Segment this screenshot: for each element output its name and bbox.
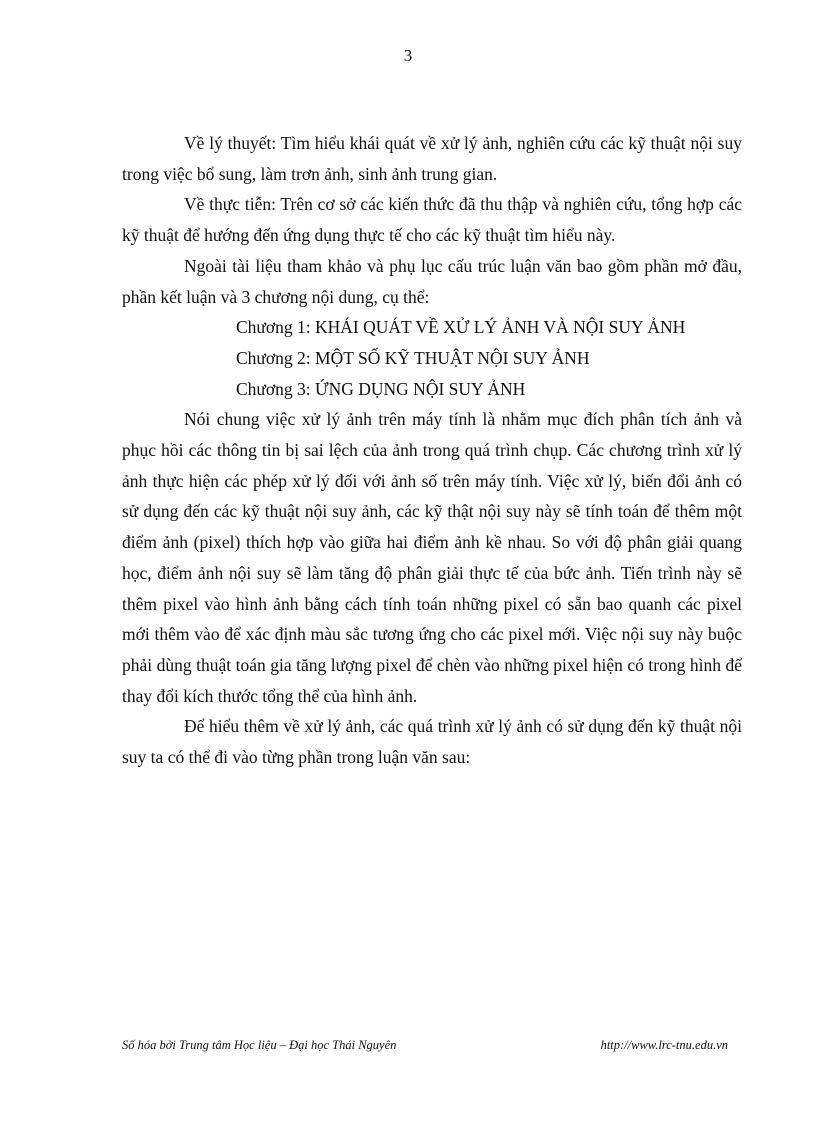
paragraph-theory: Về lý thuyết: Tìm hiểu khái quát về xử lý ảnh, nghiên cứu các kỹ thuật nội suy trong việc bổ sung, làm trơn ảnh, sinh ảnh trung gian. [122, 133, 742, 184]
paragraph-structure: Ngoài tài liệu tham khảo và phụ lục cấu trúc luận văn bao gồm phần mở đầu, phần kết luận và 3 chương nội dung, cụ thể: [122, 255, 742, 307]
chapter-1-title: Chương 1: KHÁI QUÁT VỀ XỬ LÝ ẢNH VÀ NỘI SUY ẢNH [236, 317, 686, 338]
page-number: 3 [403, 46, 413, 65]
paragraph-practice: Về thực tiễn: Trên cơ sở các kiến thức đã thu thập và nghiên cứu, tổng hợp các kỹ thuật để hướng đến ứng dụng thực tế cho các kỹ thuật tìm hiểu này. [122, 194, 742, 246]
footer-credit: Số hóa bởi Trung tâm Học liệu – Đại học Thái Nguyên [122, 1038, 397, 1052]
chapter-2-title: Chương 2: MỘT SỐ KỸ THUẬT NỘI SUY ẢNH [236, 347, 590, 368]
chapter-3-title: Chương 3: ỨNG DỤNG NỘI SUY ẢNH [236, 378, 526, 399]
paragraph-conclusion: Để hiểu thêm về xử lý ảnh, các quá trình xử lý ảnh có sử dụng đến kỹ thuật nội suy ta có thể đi vào từng phần trong luận văn sau: [122, 716, 742, 768]
page-body [122, 128, 742, 773]
footer-url: http://www.lrc-tnu.edu.vn [600, 1038, 728, 1052]
paragraph-overview: Nói chung việc xử lý ảnh trên máy tính là nhằm mục đích phân tích ảnh và phục hồi các thông tin bị sai lệch của ảnh trong quá trình chụp. Các chương trình xử lý ảnh thực hiện các phép xử lý đối với ảnh số trên máy tính. Việc xử lý, biến đổi ảnh có sử dụng đến các kỹ thuật nội suy ảnh, các kỹ thật nội suy này sẽ tính toán để thêm một điểm ảnh (pixel) thích hợp vào giữa hai điểm ảnh kề nhau. So với độ phân giải quang học, điểm ảnh nội suy sẽ làm tăng độ phân giải thực tế của bức ảnh. Tiến trình này sẽ thêm pixel vào hình ảnh bằng cách tính toán những pixel có sẵn bao quanh các pixel mới thêm vào để xác định màu sắc tương ứng cho các pixel mới. Việc nội suy này buộc phải dùng thuật toán gia tăng lượng pixel để chèn vào những pixel hiện có trong hình để thay đổi kích thước tổng thể của hình ảnh. [122, 409, 742, 706]
